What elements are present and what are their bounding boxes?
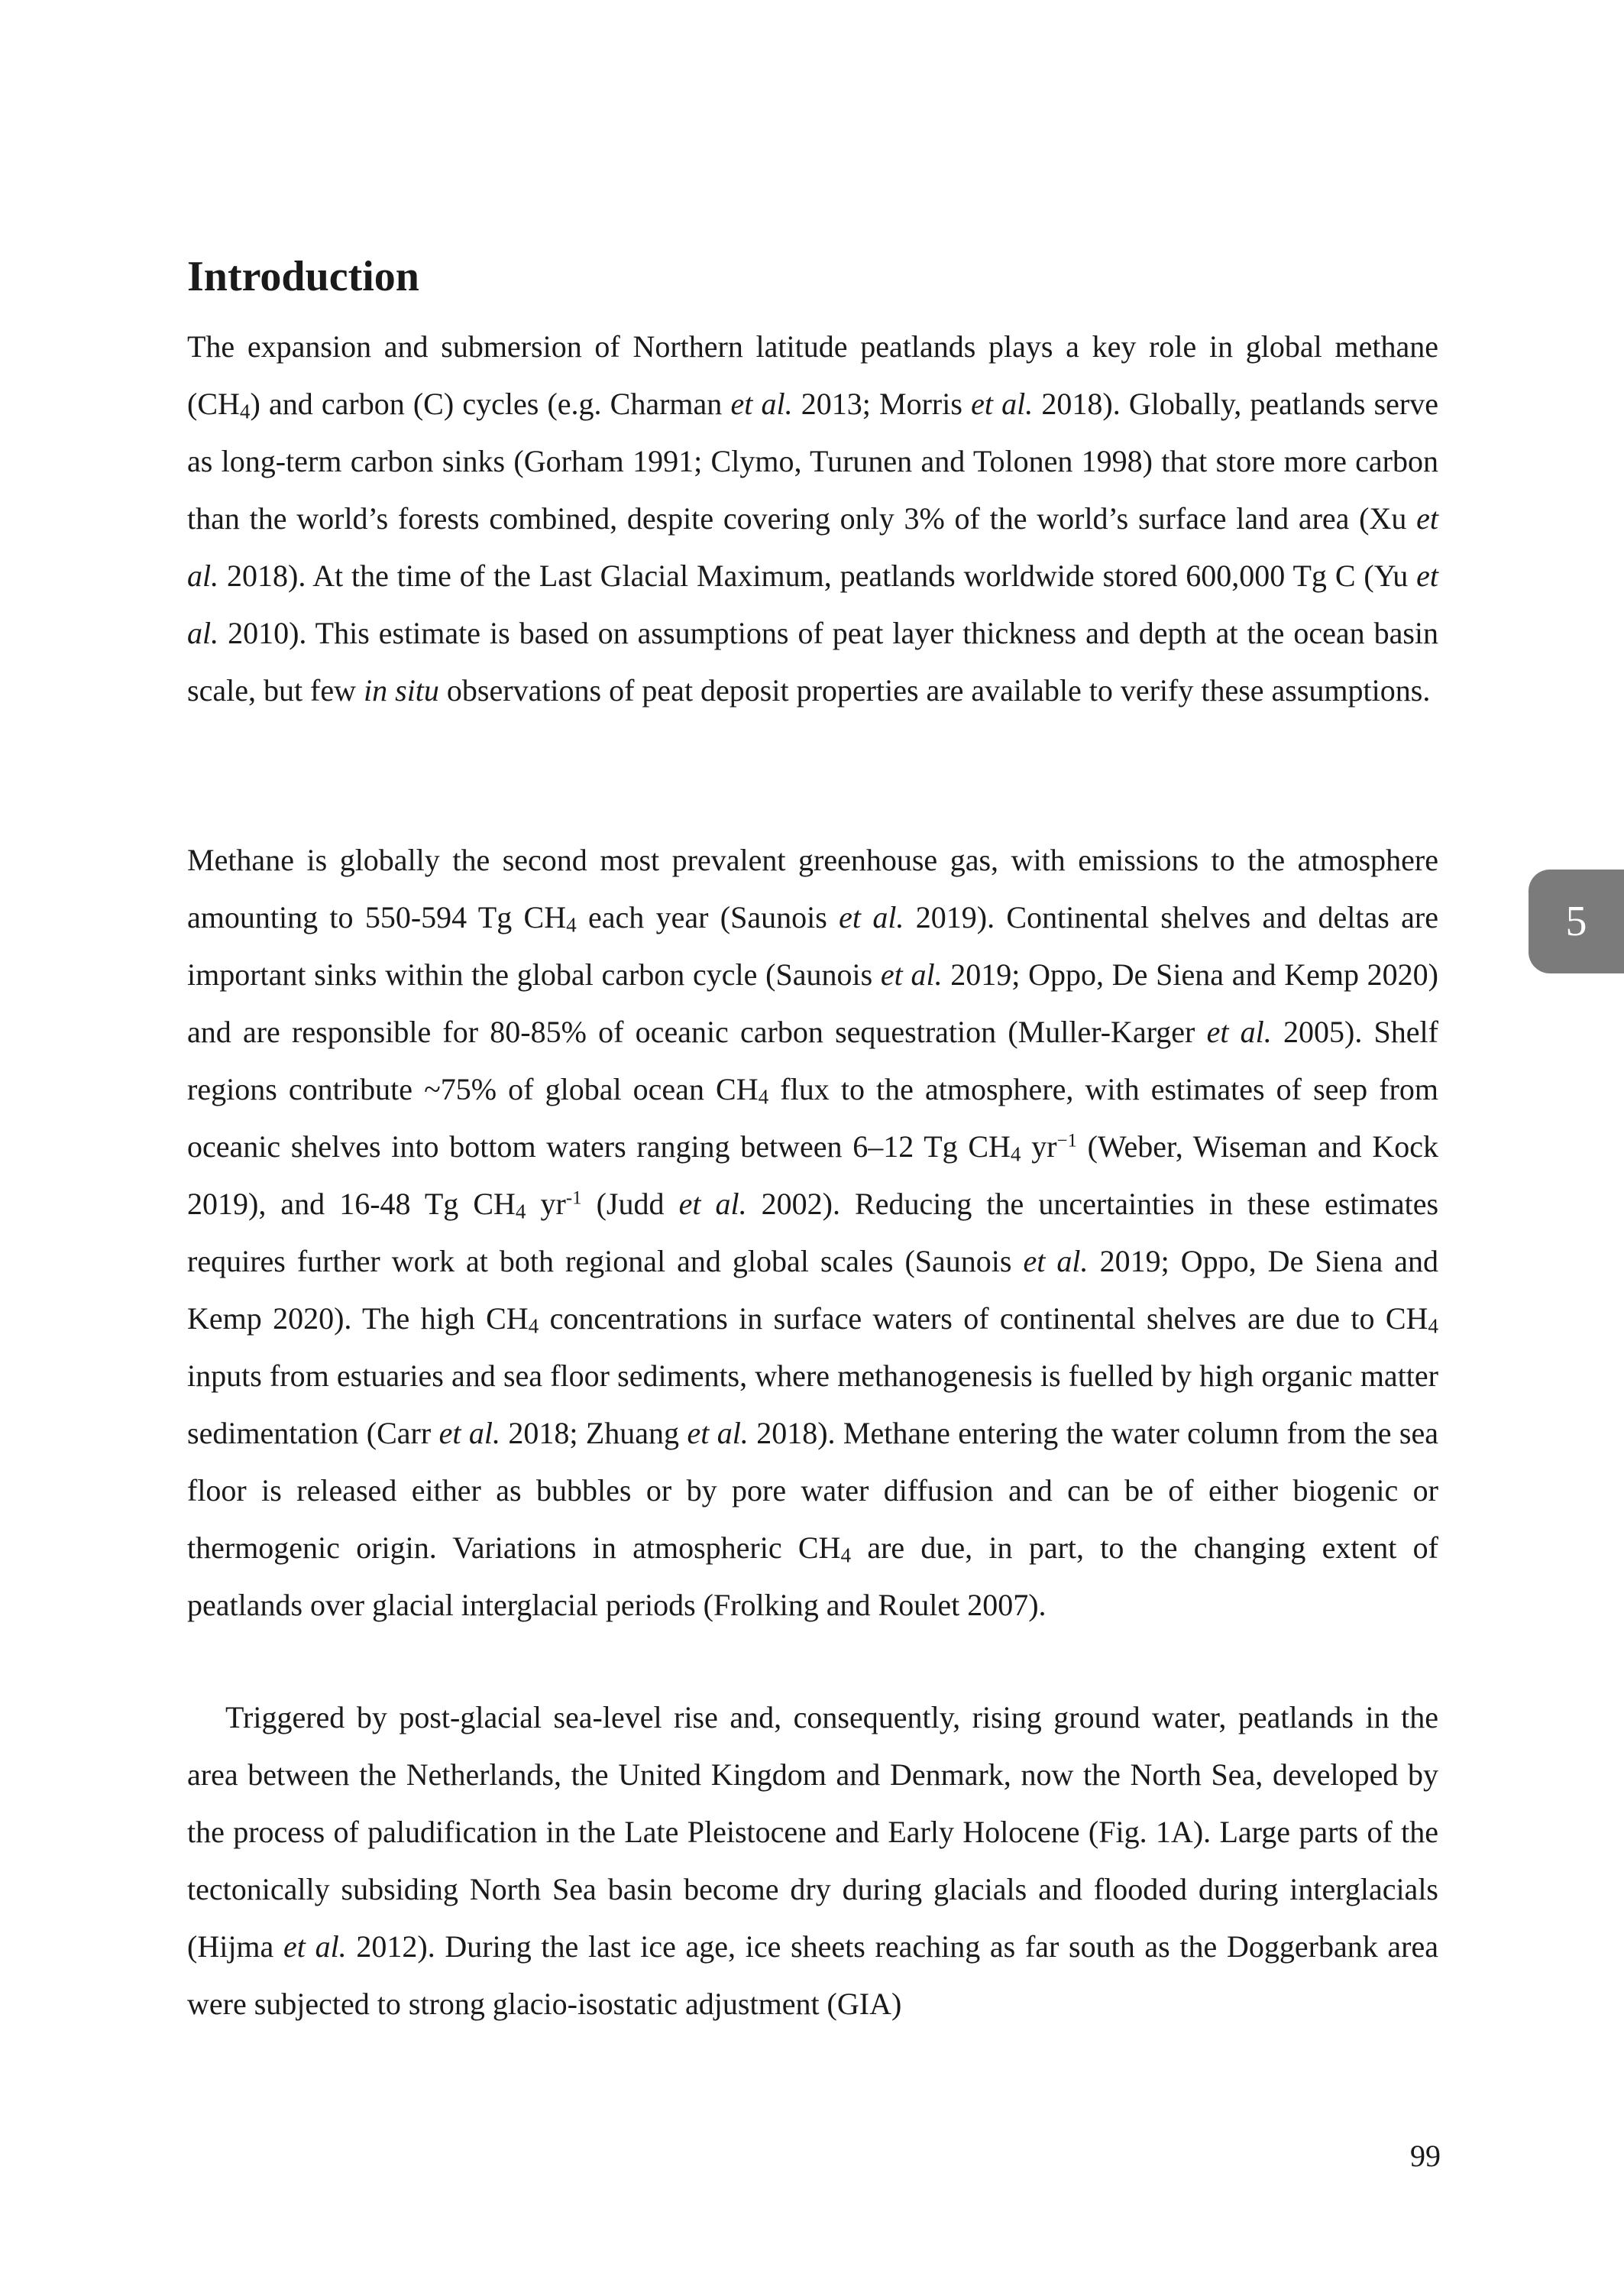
text-run: are due, in part, to the changing extent of peatlands over glacial interglacial periods (Frolking and Roulet 2007). — [187, 1530, 1438, 1622]
italic-text: et al. — [880, 957, 943, 992]
text-run: 2010). This estimate is based on assumptions of peat layer thickness and depth at the ocean basin scale, but few — [187, 616, 1438, 708]
text-run: 2013; Morris — [792, 387, 972, 421]
subscript: 4 — [1428, 1314, 1438, 1338]
subscript: 4 — [528, 1314, 539, 1338]
text-run: (Judd — [581, 1187, 679, 1221]
italic-text: et al. — [187, 559, 1438, 650]
text-run: flux to the atmosphere, with estimates of seep from oceanic shelves into bottom waters ranging between 6–12 Tg CH — [187, 1072, 1438, 1164]
chapter-tab: 5 — [1529, 870, 1624, 973]
text-run: 2019; Oppo, De Siena and Kemp 2020) and are responsible for 80-85% of oceanic carbon sequestration (Muller-Karger — [187, 957, 1438, 1049]
subscript: 4 — [515, 1200, 526, 1223]
text-run: 2019). Continental shelves and deltas are important sinks within the global carbon cycle (Saunois — [187, 900, 1438, 992]
page-number: 99 — [1410, 2139, 1441, 2173]
italic-text: et al. — [687, 1416, 749, 1450]
text-run: 2012). During the last ice age, ice sheets reaching as far south as the Doggerbank area were subjected to strong glacio-isostatic adjustment (GIA) — [187, 1929, 1438, 2021]
text-run: 2019; Oppo, De Siena and Kemp 2020). The high CH — [187, 1244, 1439, 1336]
subscript: 4 — [566, 913, 577, 937]
subscript: 4 — [840, 1543, 852, 1567]
italic-text: et al. — [971, 387, 1034, 421]
italic-text: et al. — [438, 1416, 500, 1450]
subscript: 4 — [1010, 1142, 1021, 1166]
text-run: observations of peat deposit properties are available to verify these assumptions. — [438, 673, 1431, 708]
text-run: 2018). Methane entering the water column from the sea floor is released either as bubbles or by pore water diffusion and can be of either biogenic or thermogenic origin. Variations in atmospheric CH — [187, 1416, 1439, 1565]
italic-text: et al. — [1206, 1015, 1272, 1049]
superscript: −1 — [1056, 1130, 1077, 1151]
section-heading: Introduction — [187, 253, 419, 300]
italic-text: in situ — [364, 673, 439, 708]
text-run: (Weber, Wiseman and Kock 2019), and 16-48 Tg CH — [187, 1129, 1438, 1221]
superscript: -1 — [565, 1187, 582, 1209]
subscript: 4 — [758, 1085, 769, 1109]
subscript: 4 — [239, 400, 251, 423]
italic-text: et al. — [839, 900, 904, 934]
italic-text: et al. — [730, 387, 793, 421]
text-run: 2002). Reducing the uncertainties in these estimates requires further work at both regional and global scales (Saunois — [187, 1187, 1439, 1278]
text-run: Triggered by post-glacial sea-level rise and, consequently, rising ground water, peatlands in the area between the Netherlands, the United Kingdom and Denmark, now the North Sea, developed by the process of paludification in the Late Pleistocene and Early Holocene (Fig. 1A). Large parts of the tectonically subsiding North Sea basin become dry during glacials and flooded during interglacials (Hijma — [187, 1700, 1438, 1964]
text-run: ) and carbon (C) cycles (e.g. Charman — [250, 387, 731, 421]
paragraph-2 — [187, 831, 1438, 1634]
text-run: 2018). Globally, peatlands serve as long-term carbon sinks (Gorham 1991; Clymo, Turunen and Tolonen 1998) that store more carbon than the world’s forests combined, despite covering only 3% of the world’s surface land area (Xu — [187, 387, 1439, 536]
text-run: 2005). Shelf regions contribute ~75% of global ocean CH — [187, 1015, 1438, 1106]
italic-text: et al. — [1023, 1244, 1089, 1278]
text-run: 2018). At the time of the Last Glacial Maximum, peatlands worldwide stored 600,000 Tg C (Yu — [218, 559, 1417, 593]
text-run: inputs from estuaries and sea floor sediments, where methanogenesis is fuelled by high organic matter sedimentation (Carr — [187, 1359, 1438, 1450]
italic-text: et al. — [283, 1929, 347, 1964]
paragraph-1 — [187, 318, 1438, 719]
text-run: Methane is globally the second most prevalent greenhouse gas, with emissions to the atmosphere amounting to 550-594 Tg CH — [187, 843, 1438, 934]
italic-text: et al. — [678, 1187, 747, 1221]
text-run: yr — [526, 1187, 566, 1221]
paragraph-3 — [187, 1689, 1438, 2032]
text-run: each year (Saunois — [576, 900, 839, 934]
text-run: concentrations in surface waters of continental shelves are due to CH — [539, 1301, 1428, 1336]
italic-text: et al. — [187, 501, 1438, 593]
text-run: 2018; Zhuang — [500, 1416, 687, 1450]
text-run: The expansion and submersion of Northern latitude peatlands plays a key role in global methane (CH — [187, 329, 1438, 421]
text-run: yr — [1021, 1129, 1057, 1164]
